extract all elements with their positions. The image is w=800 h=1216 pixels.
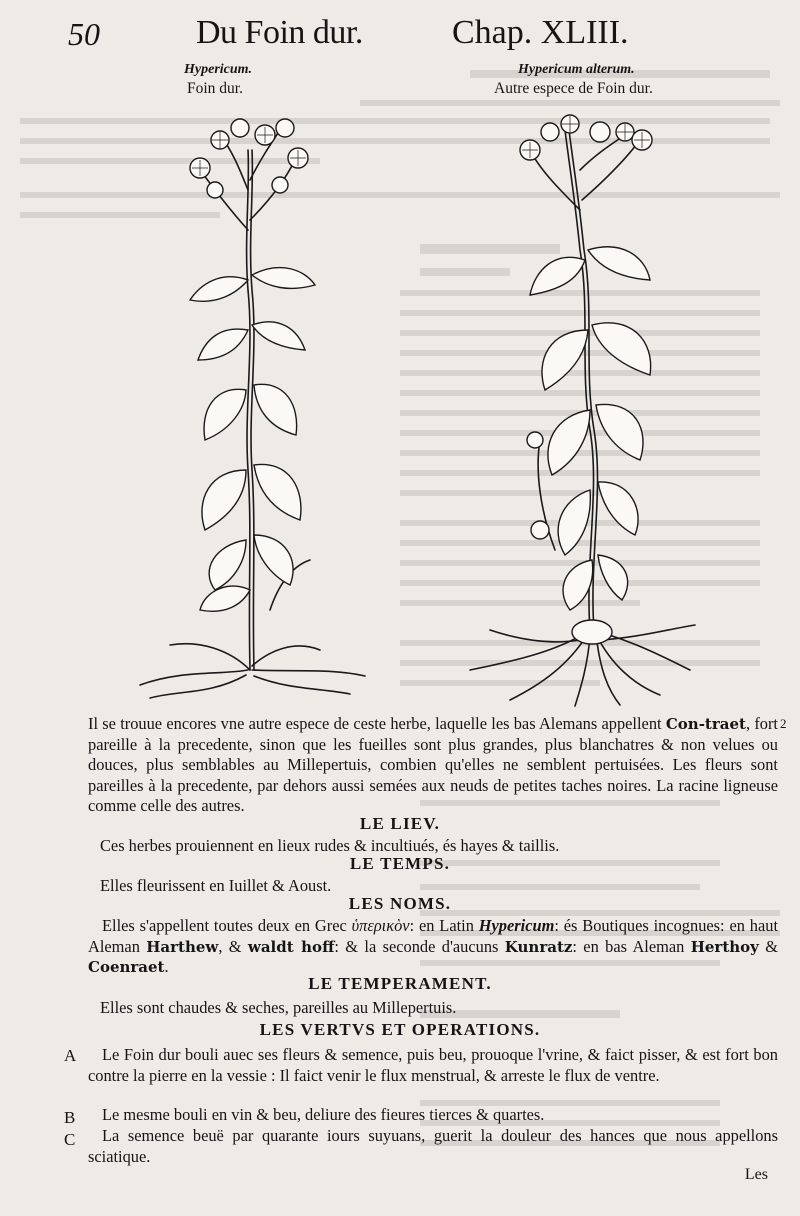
heading-noms: LES NOMS. [348, 894, 452, 913]
noms-text-5: : & la seconde d'aucuns [334, 936, 505, 956]
noms-text-8: . [164, 957, 169, 976]
heading-temps: LE TEMPS. [349, 854, 451, 873]
intro-text-rest: , fort pareille à la precedente, sinon que les fueilles sont plus grandes, plus blanchatres & non velues ou douces, plus semblables au Millepertuis, combien qu'elles ne semblent pertuisées. Les fleurs sont pareilles à la precedente, par dehors aussi semées aux neuds de petites taches noires. La racine ligneuse comme celle des autres. [88, 714, 778, 815]
heading-vertus: LES VERTVS ET OPERATIONS. [259, 1020, 541, 1039]
heading-lieu: LE LIEV. [359, 814, 441, 833]
marker-a: A [64, 1046, 77, 1065]
latin-name: Hypericum [478, 916, 555, 935]
left-plate-french-caption: Foin dur. [187, 80, 243, 97]
temps-text: Elles fleurissent en Iuillet & Aoust. [100, 876, 332, 895]
left-plate-latin-caption: Hypericum. [184, 62, 253, 77]
running-title: Du Foin dur. [196, 14, 363, 51]
page-number: 50 [68, 16, 100, 52]
vertus-item-c [88, 1126, 778, 1167]
noms-text-7: & [758, 936, 779, 956]
german-name-3: Kunratz [504, 937, 573, 956]
noms-text-4: , & [218, 936, 248, 956]
dutch-name-2: Coenraet [88, 958, 165, 976]
temperament-text: Elles sont chaudes & seches, pareilles au Millepertuis. [100, 998, 457, 1017]
heading-temperament: LE TEMPERAMENT. [308, 974, 492, 993]
intro-paragraph [88, 714, 778, 817]
right-plate-latin-caption: Hypericum alterum. [518, 62, 635, 77]
noms-text-3: : és Boutiques incognues: en haut Aleman [88, 916, 778, 956]
intro-term-part-2: traet [704, 715, 746, 733]
noms-text-6: : en bas Aleman [572, 936, 691, 956]
german-name-2: waldt hoff [247, 937, 335, 956]
lieu-text: Ces herbes prouiennent en lieux rudes & incultiués, és hayes & taillis. [100, 836, 560, 855]
marker-b: B [64, 1108, 76, 1127]
german-name-1: Harthew [146, 937, 219, 956]
vertus-item-b-text: Le mesme bouli en vin & beu, deliure des fieures tierces & quartes. [102, 1105, 545, 1124]
greek-name: ὑπερικὸν [351, 916, 410, 935]
right-plate-french-caption: Autre espece de Foin dur. [494, 80, 653, 97]
chapter-number: Chap. XLIII. [452, 14, 629, 51]
vertus-item-a [88, 1045, 778, 1086]
vertus-item-b [88, 1105, 778, 1126]
intro-term-part-1: Con- [665, 715, 705, 733]
page-header [0, 0, 800, 60]
vertus-item-a-text: Le Foin dur bouli auec ses fleurs & semence, puis beu, prouoque l'vrine, & faict pisser, & est fort bon contre la pierre en la vessie : Il faict venir le flux menstrual, & arreste le flux de ventre. [88, 1045, 778, 1085]
left-plant-illustration [120, 110, 380, 700]
vertus-item-c-text: La semence beuë par quarante iours suyuans, guerit la douleur des hances que nous appellons sciatique. [88, 1126, 778, 1166]
dutch-name-1: Herthoy [690, 937, 759, 956]
noms-text-2: : en Latin [409, 916, 479, 935]
marker-c: C [64, 1130, 76, 1149]
intro-text-start: Il se trouue encores vne autre espece de ceste herbe, laquelle les bas Alemans appellent [88, 714, 666, 733]
noms-paragraph [88, 916, 778, 978]
margin-number: 2 [780, 716, 787, 731]
catchword: Les [744, 1166, 768, 1183]
noms-text-1: Elles s'appellent toutes deux en Grec [102, 916, 352, 935]
right-plant-illustration [440, 110, 710, 710]
